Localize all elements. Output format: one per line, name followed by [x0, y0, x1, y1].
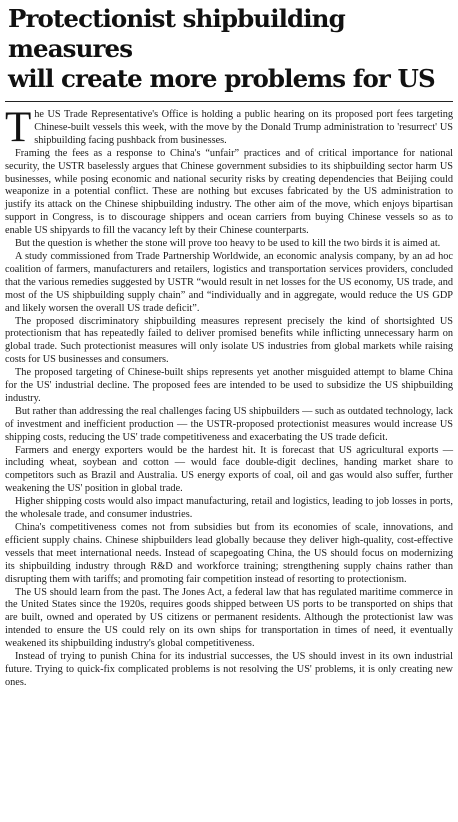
paragraph-8: Farmers and energy exporters would be the hardest hit. It is forecast that US agricultural exports — including wheat, soybean and cotton — would face double-digit declines, handing market share to competitors such as Brazil and Australia. US energy exports of coal, oil and gas would also suffer, further weakening the US' position in global trade.	[5, 444, 453, 495]
paragraph-6: The proposed targeting of Chinese-built ships represents yet another misguided attempt to blame China for the US' industrial decline. The proposed fees are intended to be used to subsidize the US shipbuilding industry.	[5, 367, 453, 404]
headline	[8, 4, 453, 94]
headline-divider	[5, 101, 453, 102]
headline-line-1: Protectionist shipbuilding measures	[8, 4, 345, 63]
paragraph-2: Framing the fees as a response to China's “unfair” practices and of critical importance for national security, the USTR baselessly argues that Chinese government subsidies to its shipbuilding sector harm US businesses, while posing economic and national security risks by creating dependencies that Beijing could weaponize in a potential conflict. These are nothing but excuses fabricated by the US administration to justify its attack on the Chinese shipbuilding industry. The other aim of the move, which enjoys bipartisan support in Congress, is to discourage shippers and ocean carriers from buying Chinese vessels so as to enable US shipyards to fill the vacancy left by their Chinese counterparts.	[5, 147, 453, 237]
headline-line-2: will create more problems for US	[8, 64, 435, 93]
paragraph-10: China's competitiveness comes not from subsidies but from its economies of scale, innovations, and efficient supply chains. Chinese shipbuilders lead globally because they deliver high-quality, cost-effective vessels that meet international needs. Instead of scapegoating China, the US should focus on modernizing its shipbuilding industry through R&D and workforce training; strengthening supply chains rather than disrupting them with tariffs; and promoting fair competition instead of resorting to protectionism.	[5, 522, 453, 585]
paragraph-12: Instead of trying to punish China for its industrial successes, the US should invest in its own industrial future. Trying to quick-fix complicated problems is not resolving the US' problems, it is only creating new ones.	[5, 651, 453, 688]
paragraph-1-text: he US Trade Representative's Office is holding a public hearing on its proposed port fees targeting Chinese-built vessels this week, with the move by the Donald Trump administration to 'resurrect' US shipbuilding facing pushback from businesses.	[34, 109, 453, 146]
paragraph-11: The US should learn from the past. The Jones Act, a federal law that has regulated maritime commerce in the United States since the 1920s, requires goods shipped between US ports to be transported on ships that are built, owned and operated by US citizens or permanent residents. Although the protectionist law was intended to ensure the US could rely on its own ships for transportation in times of need, it eventually weakened its shipbuilding industry's global competitiveness.	[5, 586, 453, 650]
paragraph-5: The proposed discriminatory shipbuilding measures represent precisely the kind of shortsighted US protectionism that has repeatedly failed to deliver promised benefits while inflicting unnecessary harm on global trade. Such protectionist measures will only isolate US industries from global markets while raising costs for US businesses and consumers.	[5, 315, 453, 366]
paragraph-9: Higher shipping costs would also impact manufacturing, retail and logistics, leading to job losses in ports, the wholesale trade, and consumer industries.	[5, 496, 453, 521]
drop-cap: T	[5, 104, 32, 151]
paragraph-7: But rather than addressing the real challenges facing US shipbuilders — such as outdated technology, lack of investment and inefficient production — the USTR-proposed protectionist measures would increase US shipping costs, reducing the US' trade competitiveness and exacerbating the US trade deficit.	[5, 405, 453, 443]
paragraph-4: A study commissioned from Trade Partnership Worldwide, an economic analysis company, by an ad hoc coalition of farmers, manufacturers and retailers, logistics and transportation services providers, concluded that the various remedies suggested by USTR “would result in net losses for the US economy, US trade, and most of the US shipbuilding supply chain” and “individually and in aggregate, would reduce the US GDP and likely worsen the overall US trade deficit”.	[5, 250, 453, 314]
paragraph-3: But the question is whether the stone will prove too heavy to be used to kill the two birds it is aimed at.	[15, 238, 441, 250]
article-body	[5, 104, 453, 690]
paragraph-1	[5, 104, 453, 151]
